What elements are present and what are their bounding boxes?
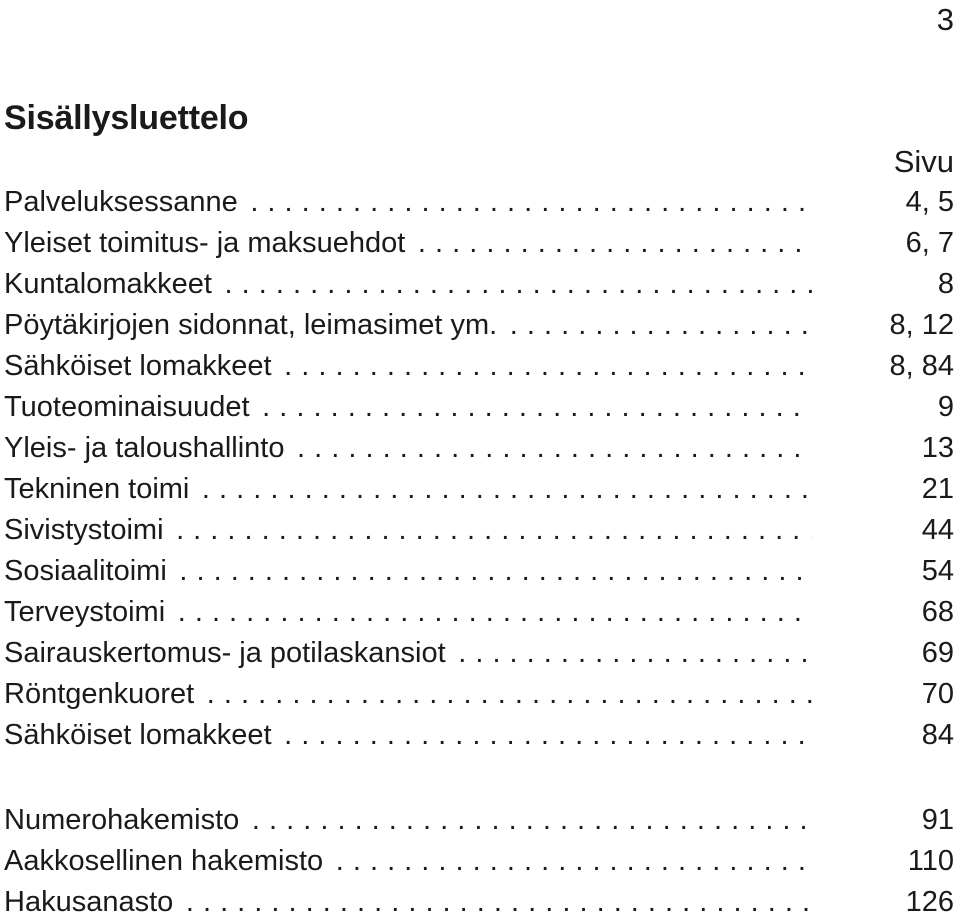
toc-row[interactable] [4,510,954,551]
toc-row[interactable] [4,674,954,715]
toc-entry-page: 44 [921,514,954,546]
toc-entry-label: Sosiaalitoimi [4,555,171,587]
toc-entry-page: 8 [937,268,954,300]
toc-row[interactable] [4,800,954,841]
toc-entry-page: 84 [921,719,954,751]
toc-entry-label: Numerohakemisto [4,804,243,836]
toc-entry-label: Sairauskertomus- ja potilaskansiot [4,637,450,669]
toc-row[interactable] [4,223,954,264]
toc-entry-page: 9 [937,391,954,423]
toc-entry-page: 13 [921,432,954,464]
toc-row[interactable] [4,305,954,346]
toc-entry-page: 68 [921,596,954,628]
toc-row[interactable] [4,428,954,469]
toc-row[interactable] [4,633,954,674]
toc-entry-label: Hakusanasto [4,886,177,918]
page-title: Sisällysluettelo [4,99,249,137]
toc-entry-page: 21 [921,473,954,505]
page-number: 3 [936,2,954,37]
toc-row[interactable] [4,715,954,756]
toc-row[interactable] [4,182,954,223]
toc-entry-page: 91 [921,804,954,836]
toc-row[interactable] [4,264,954,305]
toc-entry-label: Palveluksessanne [4,186,242,218]
toc-entry-label: Sivistystoimi [4,514,168,546]
toc-row[interactable] [4,592,954,633]
toc-entry-label: Sähköiset lomakkeet [4,719,276,751]
toc-entry-label: Tuoteominaisuudet [4,391,254,423]
toc-entry-page: 4, 5 [905,186,954,218]
toc-row[interactable] [4,346,954,387]
toc-row[interactable] [4,882,954,923]
toc-entry-page: 70 [921,678,954,710]
toc-entry-page: 6, 7 [905,227,954,259]
toc-entry-label: Röntgenkuoret [4,678,198,710]
toc-entry-label: Pöytäkirjojen sidonnat, leimasimet ym. [4,309,501,341]
toc-row[interactable] [4,551,954,592]
toc-entry-page: 110 [907,845,954,877]
toc-entry-label: Yleiset toimitus- ja maksuehdot [4,227,409,259]
toc-entry-label: Terveystoimi [4,596,169,628]
toc-entry-label: Sähköiset lomakkeet [4,350,276,382]
toc-row[interactable] [4,387,954,428]
page-column-label: Sivu [893,144,954,179]
toc-entry-page: 8, 12 [889,309,954,341]
toc-entry-label: Yleis- ja taloushallinto [4,432,288,464]
toc-entry-label: Tekninen toimi [4,473,193,505]
toc-entry-page: 54 [921,555,954,587]
toc-entry-page: 8, 84 [889,350,954,382]
toc-entry-page: 126 [905,886,954,918]
toc-entry-page: 69 [921,637,954,669]
table-of-contents [4,182,954,756]
toc-entry-label: Kuntalomakkeet [4,268,216,300]
toc-row[interactable] [4,841,954,882]
index-contents [4,800,954,923]
toc-entry-label: Aakkosellinen hakemisto [4,845,327,877]
toc-row[interactable] [4,469,954,510]
